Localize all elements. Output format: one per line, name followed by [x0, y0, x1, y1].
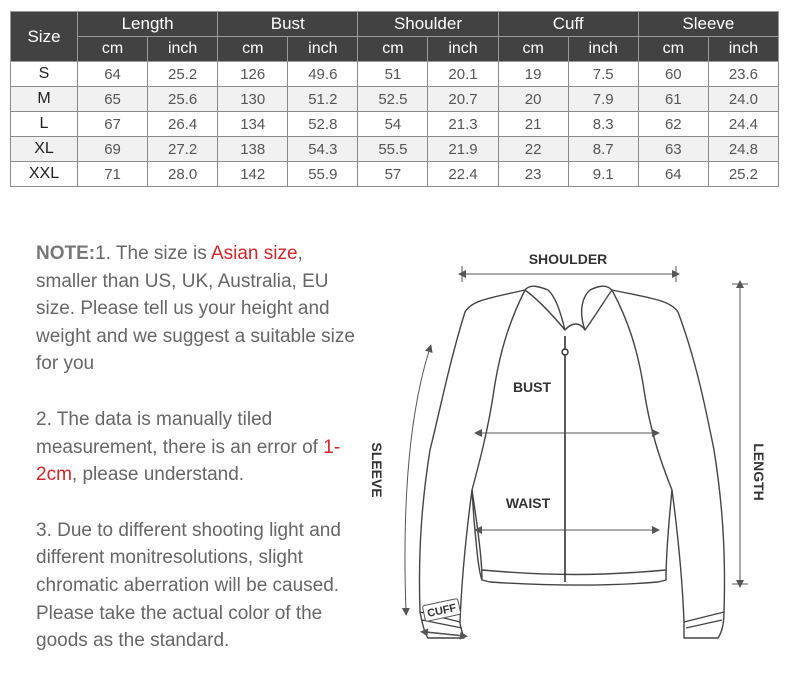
measurement-cell: 142 — [218, 162, 288, 187]
asian-size-highlight: Asian size — [210, 243, 298, 264]
measurement-cell: 62 — [638, 112, 708, 137]
error-range-highlight: 1-2cm — [36, 436, 341, 486]
cuff-arrow — [424, 632, 464, 636]
measurement-cell: 130 — [218, 87, 288, 112]
measurement-cell: 24.8 — [708, 137, 778, 162]
jacket-outline — [419, 286, 724, 638]
measurement-cell: 21.3 — [428, 112, 498, 137]
measurement-cell: 21.9 — [428, 137, 498, 162]
bust-label: BUST — [512, 379, 552, 395]
waist-label: WAIST — [505, 495, 551, 511]
measurement-cell: 21 — [498, 112, 568, 137]
table-row — [11, 162, 779, 187]
measurement-cell: 25.2 — [708, 162, 778, 187]
size-note — [36, 240, 366, 683]
size-cell: M — [11, 87, 78, 112]
measurement-cell: 22.4 — [428, 162, 498, 187]
measurement-cell: 52.8 — [288, 112, 358, 137]
measurement-cell: 7.5 — [568, 62, 638, 87]
measurement-cell: 27.2 — [148, 137, 218, 162]
measurement-cell: 64 — [638, 162, 708, 187]
measurement-cell: 126 — [218, 62, 288, 87]
measurement-cell: 138 — [218, 137, 288, 162]
note-paragraph-2: 2. The data is manually tiled measurement, there is an error of 1-2cm, please understand. — [36, 408, 341, 486]
measurement-cell: 71 — [78, 162, 148, 187]
measurement-cell: 67 — [78, 112, 148, 137]
table-row — [11, 87, 779, 112]
table-row — [11, 112, 779, 137]
measurement-cell: 8.3 — [568, 112, 638, 137]
measurement-cell: 55.5 — [358, 137, 428, 162]
measurement-cell: 134 — [218, 112, 288, 137]
measurement-cell: 57 — [358, 162, 428, 187]
measurement-cell: 52.5 — [358, 87, 428, 112]
measurement-cell: 28.0 — [148, 162, 218, 187]
unit-header-inch: inch — [428, 37, 498, 62]
measurement-cell: 26.4 — [148, 112, 218, 137]
measurement-cell: 51.2 — [288, 87, 358, 112]
measurement-cell: 22 — [498, 137, 568, 162]
unit-header-cm: cm — [218, 37, 288, 62]
measurement-cell: 51 — [358, 62, 428, 87]
measurement-cell: 23 — [498, 162, 568, 187]
note-paragraph-1: NOTE:1. The size is Asian size, smaller than US, UK, Australia, EU size. Please tell us your height and weight and we suggest a suitable size for you — [36, 243, 355, 375]
measurement-cell: 9.1 — [568, 162, 638, 187]
measurement-cell: 69 — [78, 137, 148, 162]
measurement-cell: 61 — [638, 87, 708, 112]
measurement-cell: 8.7 — [568, 137, 638, 162]
unit-header-cm: cm — [358, 37, 428, 62]
measurement-cell: 25.2 — [148, 62, 218, 87]
note-paragraph-3: 3. Due to different shooting light and different monitresolutions, slight chromatic aberration will be caused. Please take the actual color of the goods as the standard. — [36, 519, 341, 652]
table-row — [11, 62, 779, 87]
measurement-cell: 20 — [498, 87, 568, 112]
sleeve-label: SLEEVE — [369, 442, 385, 498]
shoulder-label: SHOULDER — [528, 251, 608, 267]
size-cell: XXL — [11, 162, 78, 187]
measurement-cell: 63 — [638, 137, 708, 162]
measurement-cell: 24.4 — [708, 112, 778, 137]
unit-header-cm: cm — [498, 37, 568, 62]
sleeve-header: Sleeve — [638, 12, 778, 37]
note-label: NOTE: — [36, 243, 96, 264]
unit-header-cm: cm — [78, 37, 148, 62]
measurement-cell: 20.1 — [428, 62, 498, 87]
measurement-cell: 55.9 — [288, 162, 358, 187]
unit-header-cm: cm — [638, 37, 708, 62]
measurement-cell: 65 — [78, 87, 148, 112]
unit-header-inch: inch — [288, 37, 358, 62]
measurement-cell: 7.9 — [568, 87, 638, 112]
size-cell: L — [11, 112, 78, 137]
length-label: LENGTH — [751, 443, 767, 501]
unit-header-inch: inch — [708, 37, 778, 62]
table-row — [11, 137, 779, 162]
measurement-cell: 24.0 — [708, 87, 778, 112]
shoulder-header: Shoulder — [358, 12, 498, 37]
length-header: Length — [78, 12, 218, 37]
cuff-header: Cuff — [498, 12, 638, 37]
measurement-cell: 54 — [358, 112, 428, 137]
size-cell: XL — [11, 137, 78, 162]
measurement-cell: 54.3 — [288, 137, 358, 162]
measurement-cell: 64 — [78, 62, 148, 87]
jacket-measurement-diagram — [360, 240, 780, 660]
measurement-cell: 60 — [638, 62, 708, 87]
measurement-cell: 20.7 — [428, 87, 498, 112]
size-header: Size — [11, 12, 78, 62]
bust-header: Bust — [218, 12, 358, 37]
cuff-tag — [422, 598, 461, 621]
measurement-cell: 25.6 — [148, 87, 218, 112]
size-chart-table — [10, 11, 779, 187]
measurement-cell: 19 — [498, 62, 568, 87]
size-cell: S — [11, 62, 78, 87]
measurement-cell: 49.6 — [288, 62, 358, 87]
measurement-cell: 23.6 — [708, 62, 778, 87]
unit-header-inch: inch — [148, 37, 218, 62]
unit-header-inch: inch — [568, 37, 638, 62]
cuff-label: CUFF — [426, 602, 458, 620]
